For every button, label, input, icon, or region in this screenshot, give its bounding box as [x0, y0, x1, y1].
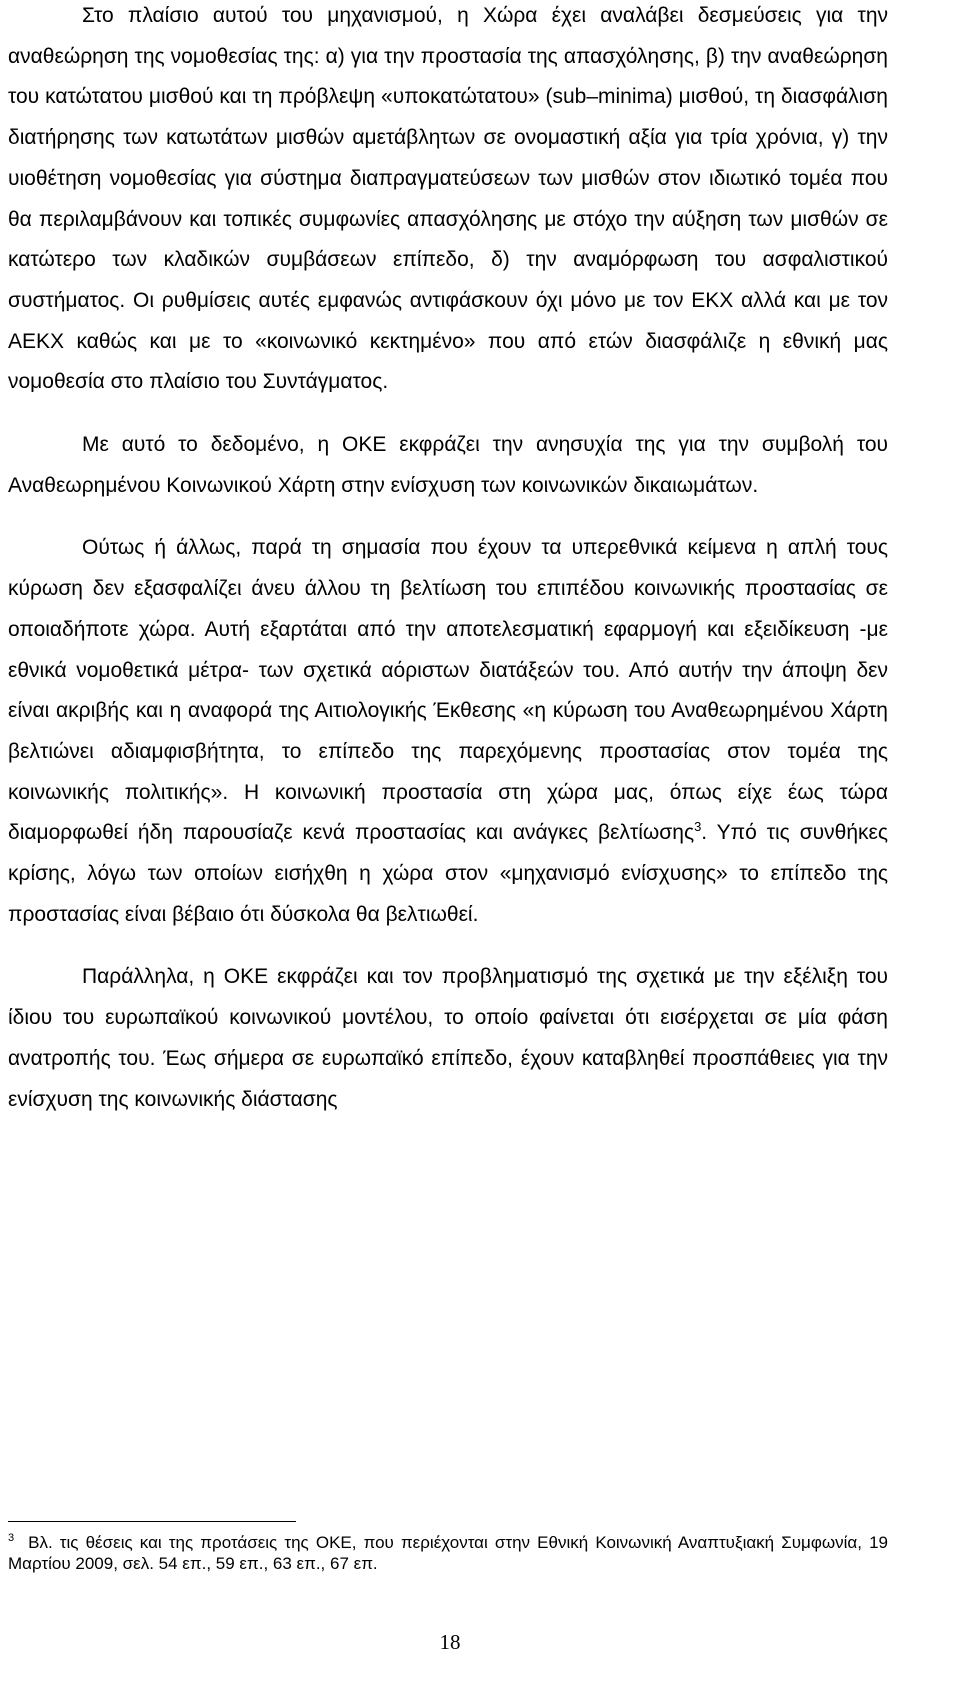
paragraph-3-text-before: Ούτως ή άλλως, παρά τη σημασία που έχουν τα υπερεθνικά κείμενα η απλή τους κύρωση δεν εξασφαλίζει άνευ άλλου τη βελτίωση του επιπέδου κοινωνικής προστασίας σε οποιαδήποτε χώρα. Αυτή εξαρτάται από την αποτελεσματική εφαρμογή και εξειδίκευση -με εθνικά νομοθετικά μέτρα- των σχετικά αόριστων διατάξεών του. Από αυτήν την άποψη δεν είναι ακριβής και η αναφορά της Αιτιολογικής Έκθεσης «η κύρωση του Αναθεωρημένου Χάρτη βελτιώνει αδιαμφισβήτητα, το επίπεδο της παρεχόμενης προστασίας στον τομέα της κοινωνικής πολιτικής». Η κοινωνική προστασία στη χώρα μας, όπως είχε έως τώρα διαμορφωθεί ήδη παρουσίαζε κενά προστασίας και ανάγκες βελτίωσης: [8, 536, 888, 845]
footnote: [8, 1532, 888, 1574]
paragraph-1: Στο πλαίσιο αυτού του μηχανισμού, η Χώρα έχει αναλάβει δεσμεύσεις για την αναθεώρηση της νομοθεσίας της: α) για την προστασία της απασχόλησης, β) την αναθεώρηση του κατώτατου μισθού και τη πρόβλεψη «υποκατώτατου» (sub–minima) μισθού, τη διασφάλιση διατήρησης των κατωτάτων μισθών αμετάβλητων σε ονομαστική αξία για τρία χρόνια, γ) την υιοθέτηση νομοθεσίας για σύστημα διαπραγματεύσεων των μισθών στον ιδιωτικό τομέα που θα περιλαμβάνουν και τοπικές συμφωνίες απασχόλησης με στόχο την αύξηση των μισθών σε κατώτερο των κλαδικών συμβάσεων επίπεδο, δ) την αναμόρφωση του ασφαλιστικού συστήματος. Οι ρυθμίσεις αυτές εμφανώς αντιφάσκουν όχι μόνο με τον ΕΚΧ αλλά και με τον ΑΕΚΧ καθώς και με το «κοινωνικό κεκτημένο» που από ετών διασφάλιζε η εθνική μας νομοθεσία στο πλαίσιο του Συντάγματος.: [8, 4, 888, 394]
paragraph-3: [8, 528, 888, 935]
footnote-mark: 3: [8, 1532, 15, 1545]
page-number: 18: [439, 1630, 461, 1654]
paragraph-4: Παράλληλα, η ΟΚΕ εκφράζει και τον προβληματισμό της σχετικά με την εξέλιξη του ίδιου του ευρωπαϊκού κοινωνικού μοντέλου, το οποίο φαίνεται ότι εισέρχεται σε μία φάση ανατροπής του. Έως σήμερα σε ευρωπαϊκό επίπεδο, έχουν καταβληθεί προσπάθειες για την ενίσχυση της κοινωνικής διάστασης: [8, 965, 888, 1111]
footnote-text: Βλ. τις θέσεις και της προτάσεις της ΟΚΕ, που περιέχονται στην Εθνική Κοινωνική Αναπτυξιακή Συμφωνία, 19 Μαρτίου 2009, σελ. 54 επ., 59 επ., 63 επ., 67 επ.: [8, 1533, 888, 1573]
footnote-separator: [8, 1521, 296, 1522]
body-text: [8, 0, 888, 1120]
paragraph-3-text-after: . Υπό τις συνθήκες κρίσης, λόγω των οποίων εισήχθη η χώρα στον «μηχανισμό ενίσχυσης» το επίπεδο της προστασίας είναι βέβαιο ότι δύσκολα θα βελτιωθεί.: [8, 821, 888, 926]
footnote-reference[interactable]: 3: [694, 819, 702, 835]
paragraph-2: Με αυτό το δεδομένο, η ΟΚΕ εκφράζει την ανησυχία της για την συμβολή του Αναθεωρημένου Κοινωνικού Χάρτη στην ενίσχυση των κοινωνικών δικαιωμάτων.: [8, 433, 888, 497]
